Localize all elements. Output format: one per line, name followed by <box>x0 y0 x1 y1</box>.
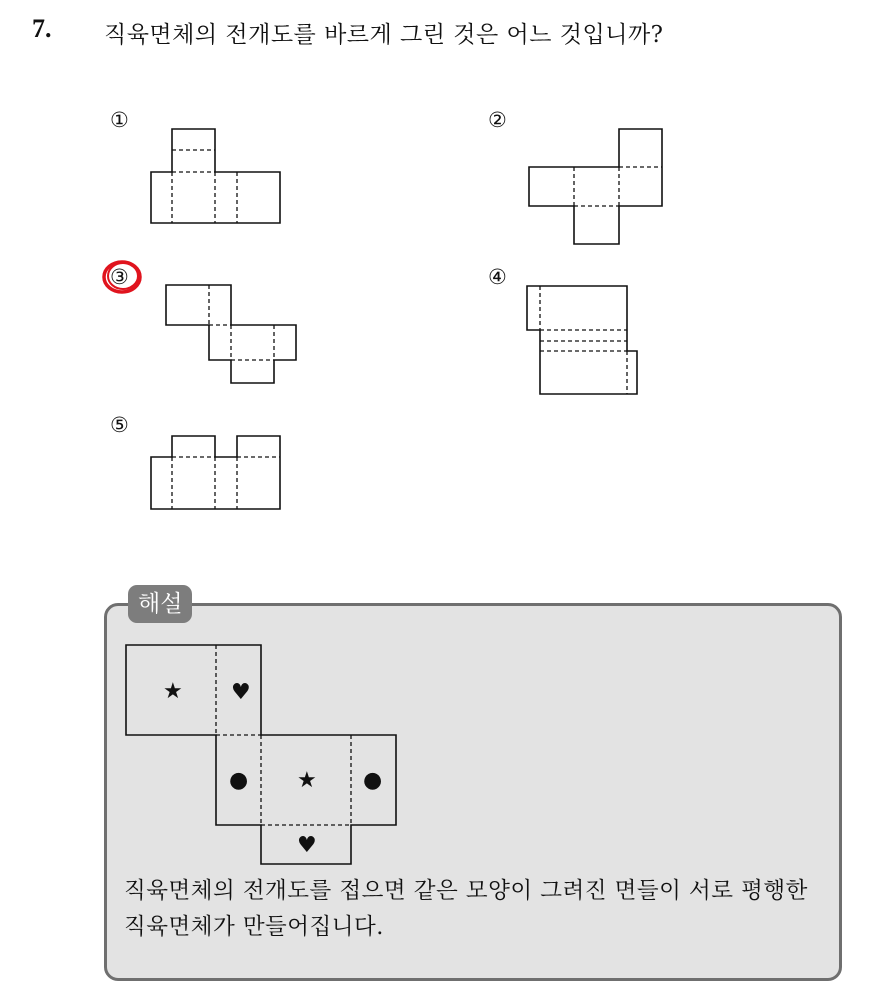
option-5-label[interactable]: ⑤ <box>110 413 129 437</box>
option-2-net-diagram <box>528 128 664 246</box>
option-3-net-diagram <box>165 284 299 385</box>
explanation-net-diagram <box>124 643 400 867</box>
heart-icon: ♥ <box>231 680 251 705</box>
option-1-net-diagram <box>150 128 282 224</box>
star-icon: ★ <box>297 768 317 793</box>
option-3-label[interactable]: ③ <box>110 265 129 289</box>
heart-icon: ♥ <box>297 833 317 858</box>
dot-icon: ● <box>363 768 383 793</box>
dot-icon: ● <box>229 768 249 793</box>
option-4-net-diagram <box>525 284 639 396</box>
question-text: 직육면체의 전개도를 바르게 그린 것은 어느 것입니까? <box>104 22 664 48</box>
star-icon: ★ <box>163 679 183 704</box>
explanation-tag: 해설 <box>128 585 192 623</box>
option-1-label[interactable]: ① <box>110 108 129 132</box>
option-4-label[interactable]: ④ <box>488 265 507 289</box>
question-number: 7. <box>32 14 52 43</box>
option-2-label[interactable]: ② <box>488 108 507 132</box>
explanation-text: 직육면체의 전개도를 접으면 같은 모양이 그려진 면들이 서로 평행한 직육면체가 만들어집니다. <box>124 878 808 940</box>
option-5-net-diagram <box>150 434 282 512</box>
